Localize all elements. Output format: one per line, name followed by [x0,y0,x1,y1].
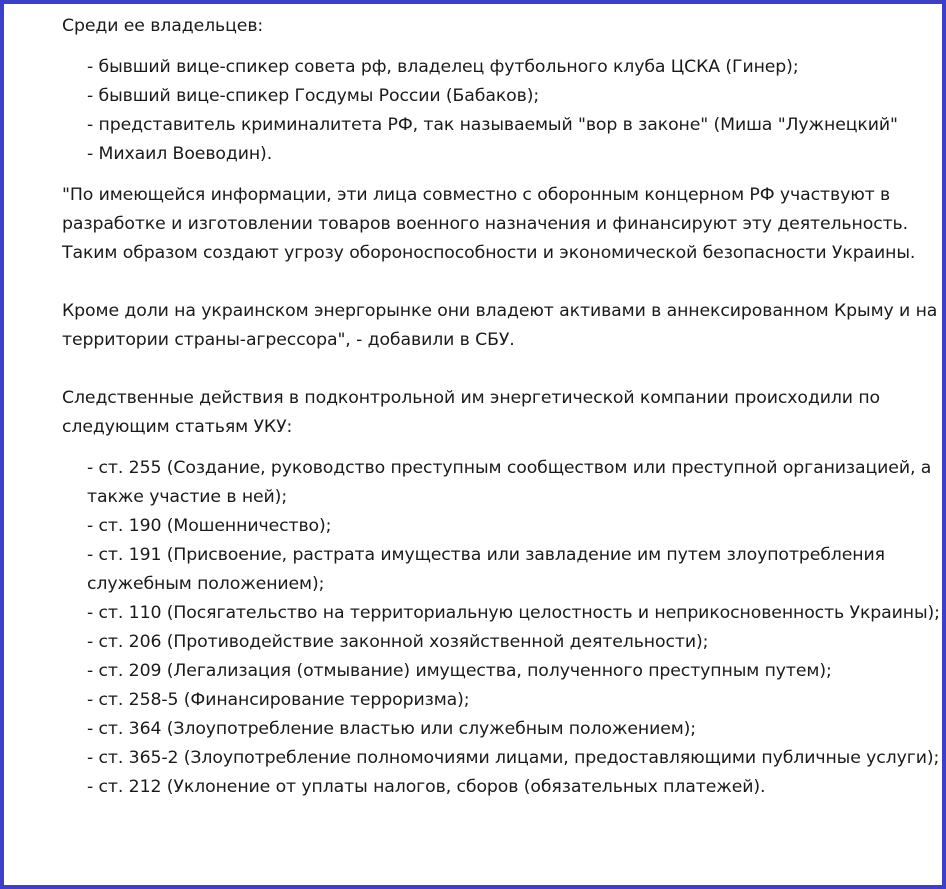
owners-list [62,53,942,169]
list-item: - представитель криминалитета РФ, так называемый "вор в законе" (Миша "Лужнецкий" [87,115,898,135]
list-item: - бывший вице-спикер Госдумы России (Бабаков); [87,86,540,106]
paragraph-assets: Кроме доли на украинском энергорынке они владеют активами в аннексированном Крыму и на территории страны-агрессора", - добавили в СБУ. [62,301,938,350]
list-item: - ст. 364 (Злоупотребление властью или служебным положением); [87,719,697,739]
paragraph-quote: "По имеющейся информации, эти лица совместно с оборонным концерном РФ участвуют в разработке и изготовлении товаров военного назначения и финансируют эту деятельность. Таким образом создают угрозу обороноспособности и экономической безопасности Украины. [62,185,916,263]
list-item: - ст. 191 (Присвоение, растрата имущества или завладение им путем злоупотребления служебным положением); [87,545,885,594]
articles-list [62,454,942,802]
paragraph-articles-intro: Следственные действия в подконтрольной им энергетической компании происходили по следующим статьям УКУ: [62,388,880,437]
list-item: - ст. 365-2 (Злоупотребление полномочиями лицами, предоставляющими публичные услуги); [87,748,940,768]
list-item: - ст. 110 (Посягательство на территориальную целостность и неприкосновенность Украины); [87,603,940,623]
article-body [62,12,942,802]
list-item: - ст. 212 (Уклонение от уплаты налогов, сборов (обязательных платежей). [87,777,766,797]
list-item: - Михаил Воеводин). [87,144,273,164]
owners-intro: Среди ее владельцев: [62,16,264,36]
list-item: - ст. 190 (Мошенничество); [87,516,332,536]
list-item: - бывший вице-спикер совета рф, владелец футбольного клуба ЦСКА (Гинер); [87,57,799,77]
list-item: - ст. 209 (Легализация (отмывание) имущества, полученного преступным путем); [87,661,832,681]
list-item: - ст. 255 (Создание, руководство преступным сообществом или преступной организацией, а также участие в ней); [87,458,932,507]
list-item: - ст. 206 (Противодействие законной хозяйственной деятельности); [87,632,709,652]
list-item: - ст. 258-5 (Финансирование терроризма); [87,690,470,710]
